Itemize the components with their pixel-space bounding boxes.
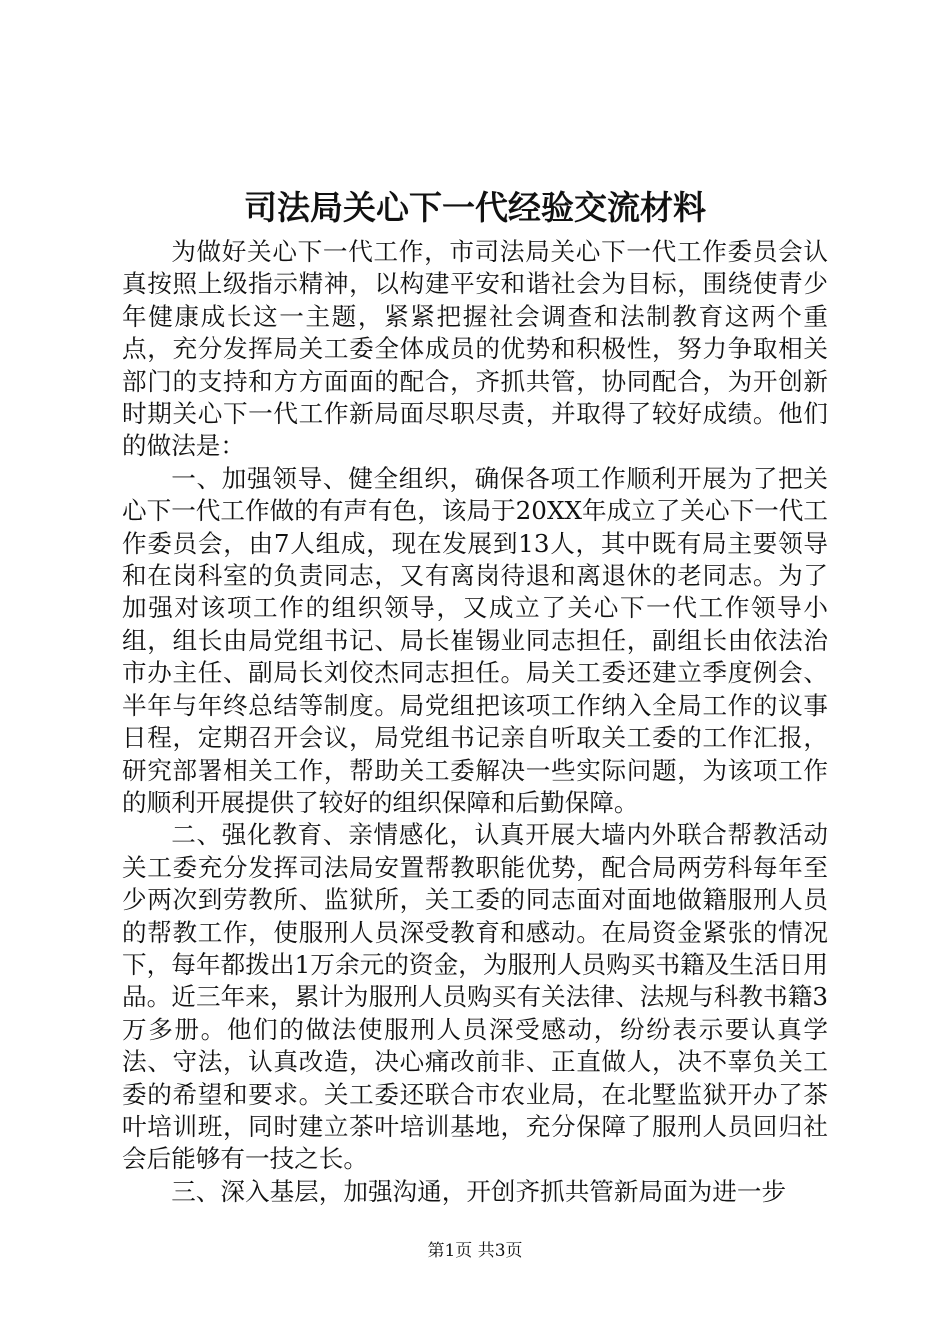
page-number-footer: 第1页 共3页 [427,1241,523,1261]
paragraph-section-3: 三、深入基层，加强沟通，开创齐抓共管新局面为进一步 [171,1176,787,1206]
document-title: 司法局关心下一代经验交流材料 [244,188,706,227]
paragraph-intro: 为做好关心下一代工作，市司法局关心下一代工作委员会认真按照上级指示精神，以构建平安和谐社会为目标，围绕使青少年健康成长这一主题，紧紧把握社会调查和法制教育这两个重点，充分发挥局关工委全体成员的优势和积极性，努力争取相关部门的支持和方方面面的配合，齐抓共管，协同配合，为开创新时期关心下一代工作新局面尽职尽责，并取得了较好成绩。他们的做法是： [122,237,828,461]
paragraph-section-1: 一、加强领导、健全组织，确保各项工作顺利开展为了把关心下一代工作做的有声有色，该局于20XX年成立了关心下一代工作委员会，由7人组成，现在发展到13人，其中既有局主要领导和在岗科室的负责同志，又有离岗待退和离退休的老同志。为了加强对该项工作的组织领导，又成立了关心下一代工作领导小组，组长由局党组书记、局长崔锡业同志担任，副组长由依法治市办主任、副局长刘佼杰同志担任。局关工委还建立季度例会、半年与年终总结等制度。局党组把该项工作纳入全局工作的议事日程，定期召开会议，局党组书记亲自听取关工委的工作汇报，研究部署相关工作，帮助关工委解决一些实际问题，为该项工作的顺利开展提供了较好的组织保障和后勤保障。 [122,463,828,817]
paragraph-section-2: 二、强化教育、亲情感化，认真开展大墙内外联合帮教活动关工委充分发挥司法局安置帮教职能优势，配合局两劳科每年至少两次到劳教所、监狱所，关工委的同志面对面地做籍服刑人员的帮教工作，使服刑人员深受教育和感动。在局资金紧张的情况下，每年都拨出1万余元的资金，为服刑人员购买书籍及生活日用品。近三年来，累计为服刑人员购买有关法律、法规与科教书籍3万多册。他们的做法使服刑人员深受感动，纷纷表示要认真学法、守法，认真改造，决心痛改前非、正直做人，决不辜负关工委的希望和要求。关工委还联合市农业局，在北墅监狱开办了茶叶培训班，同时建立茶叶培训基地，充分保障了服刑人员回归社会后能够有一技之长。 [122,820,828,1174]
document-body [122,236,828,1208]
